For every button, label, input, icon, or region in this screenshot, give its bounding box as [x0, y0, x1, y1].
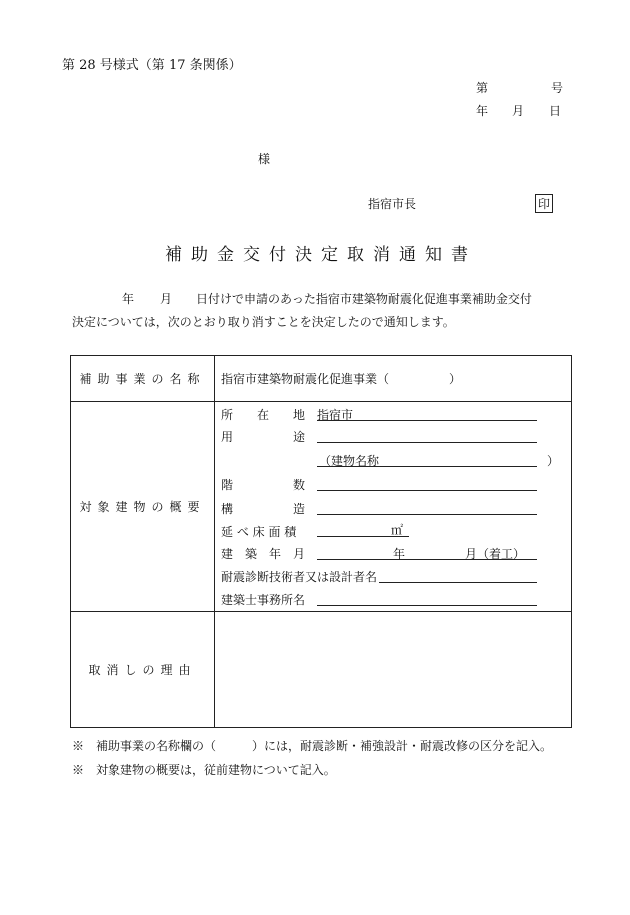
mayor-title: 指宿市長 [368, 197, 417, 211]
building-overview-label: 対象建物の概要 [71, 402, 215, 612]
structure-line [317, 514, 537, 515]
seal-mark: 印 [535, 194, 553, 213]
location-label: 所 在 地 [221, 408, 306, 422]
floors-line [317, 490, 537, 491]
body-line1: 日付けで申請のあった指宿市建築物耐震化促進事業補助金交付 [196, 292, 532, 306]
floor-area-label: 延 べ 床 面 積 [221, 525, 297, 539]
note-1: ※ 補助事業の名称欄の（ ）には，耐震診断・補強設計・耐震改修の区分を記入。 [72, 739, 553, 753]
built-month-unit: 月（着工） [465, 547, 526, 561]
office-line [317, 605, 537, 606]
location-line [317, 420, 537, 421]
note-2: ※ 対象建物の概要は，従前建物について記入。 [72, 763, 336, 777]
usage-label: 用 途 [221, 430, 306, 444]
designer-line [379, 582, 537, 583]
date-year: 年 [476, 104, 489, 118]
date-month: 月 [512, 104, 525, 118]
form-number: 第 28 号様式（第 17 条関係） [62, 58, 242, 73]
built-date-label: 建 築 年 月 [221, 547, 306, 561]
designer-label: 耐震診断技術者又は設計者名 [221, 570, 378, 584]
number-prefix: 第 [476, 81, 489, 95]
office-label: 建築士事務所名 [221, 593, 306, 607]
recipient-honorific: 様 [258, 152, 271, 166]
date-day: 日 [549, 104, 562, 118]
floor-area-unit: ㎡ [391, 523, 404, 537]
cancel-reason-label: 取消しの理由 [71, 612, 215, 728]
usage-line [317, 442, 537, 443]
building-name-value: （建物名称 ） [319, 454, 560, 468]
body-year: 年 [122, 292, 135, 306]
location-value: 指宿市 [317, 408, 354, 422]
floors-label: 階 数 [221, 478, 306, 492]
building-overview-cell [215, 402, 572, 612]
project-name-value: 指宿市建築物耐震化促進事業（ ） [215, 356, 572, 402]
notice-table [70, 355, 572, 728]
building-name-line [317, 466, 537, 467]
number-suffix: 号 [551, 81, 564, 95]
built-year-unit: 年 [393, 547, 406, 561]
document-title: 補助金交付決定取消通知書 [165, 245, 477, 265]
body-line2: 決定については，次のとおり取り消すことを決定したので通知します。 [72, 315, 455, 329]
project-name-label: 補助事業の名称 [71, 356, 215, 402]
floor-area-line [317, 536, 409, 537]
built-date-line [317, 559, 537, 560]
body-month: 月 [160, 292, 173, 306]
cancel-reason-value [215, 612, 572, 728]
structure-label: 構 造 [221, 502, 306, 516]
